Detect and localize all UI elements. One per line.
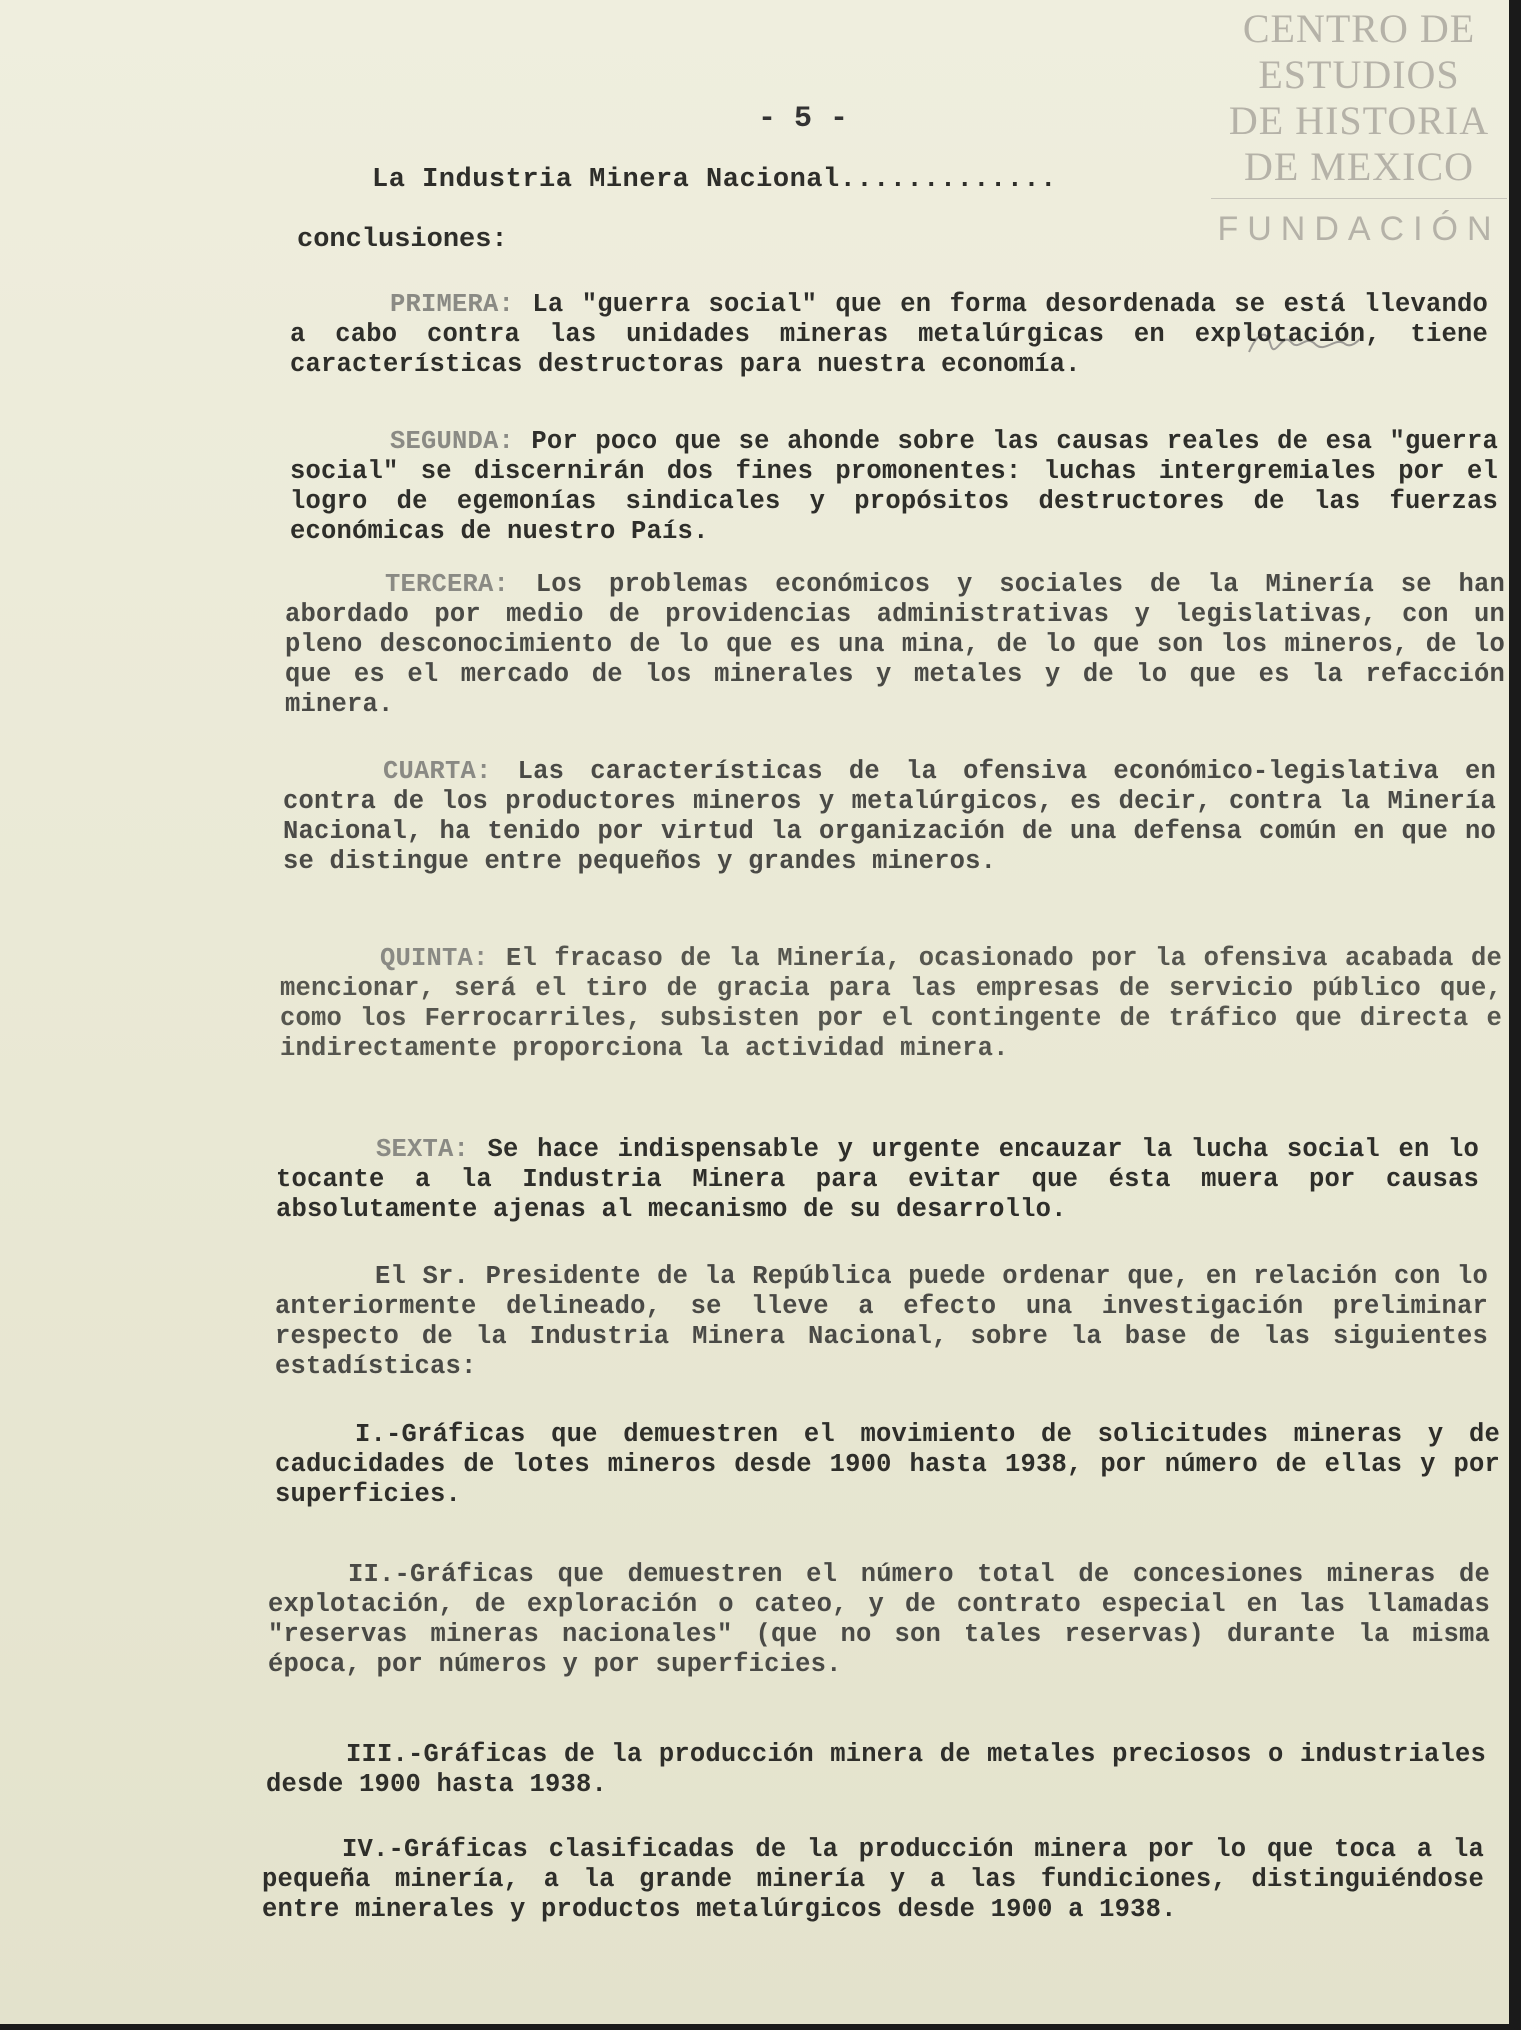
paragraph-lead: TERCERA: [385, 570, 510, 599]
paragraph-text: Por poco que se ahonde sobre las causas reales de esa "guerra social" se discernirán dos fines promonentes: luchas intergremiales por el logro de egemonías sindicales y propósitos destructores de las fuerzas económicas de nuestro País. [290, 427, 1498, 546]
paragraph-cuarta [283, 757, 1496, 877]
list-item-ii [268, 1560, 1490, 1680]
paragraph-text: Las características de la ofensiva económico-legislativa en contra de los productores mineros y metalúrgicos, es decir, contra la Minería Nacional, ha tenido por virtud la organización de una defensa común en que no se distingue entre pequeños y grandes mineros. [283, 757, 1496, 876]
watermark-line: DE HISTORIA [1228, 98, 1490, 143]
watermark-line: DE MEXICO [1243, 144, 1475, 189]
list-item-i [275, 1420, 1500, 1510]
watermark-line: CENTRO DE [1242, 6, 1476, 51]
paragraph-segunda [290, 427, 1498, 547]
paragraph-lead: SEGUNDA: [390, 427, 515, 456]
paragraph-text: Los problemas económicos y sociales de la Minería se han abordado por medio de providencias administrativas y legislativas, con un pleno desconocimiento de lo que es una mina, de lo que son los mineros, de lo que es el mercado de los minerales y metales y de lo que es la refacción minera. [285, 570, 1505, 719]
paragraph-lead: CUARTA: [383, 757, 492, 786]
section-heading: conclusiones: [297, 225, 508, 255]
paragraph-primera [290, 290, 1488, 380]
paragraph-lead: SEXTA: [376, 1135, 470, 1164]
paragraph-quinta [280, 944, 1502, 1064]
paragraph-text: Se hace indispensable y urgente encauzar la lucha social en lo tocante a la Industria Minera para evitar que ésta muera por causas absolutamente ajenas al mecanismo de su desarrollo. [276, 1135, 1479, 1224]
scan-edge-bottom [0, 2024, 1521, 2030]
scan-edge-right [1509, 0, 1521, 2030]
list-item-text: II.-Gráficas que demuestren el número total de concesiones mineras de explotación, de exploración o cateo, y de contrato especial en las llamadas "reservas mineras nacionales" (que no son tales reservas) durante la misma época, por números y por superficies. [268, 1560, 1490, 1679]
paragraph-presidente [275, 1262, 1488, 1382]
list-item-text: IV.-Gráficas clasificadas de la producción minera por lo que toca a la pequeña minería, a la grande minería y a las fundiciones, distinguiéndose entre minerales y productos metalúrgicos desde 1900 a 1938. [262, 1835, 1484, 1924]
paragraph-text: La "guerra social" que en forma desordenada se está llevando a cabo contra las unidades mineras metalúrgicas en explotación, tiene características destructoras para nuestra economía. [290, 290, 1488, 379]
paragraph-lead: QUINTA: [380, 944, 489, 973]
paragraph-lead: PRIMERA: [390, 290, 515, 319]
paragraph-tercera [285, 570, 1505, 720]
page-number: - 5 - [758, 102, 849, 136]
watermark-line: ESTUDIOS [1258, 52, 1460, 97]
list-item-iv [262, 1835, 1484, 1925]
watermark-divider [1211, 198, 1507, 199]
paragraph-text: El Sr. Presidente de la República puede ordenar que, en relación con lo anteriormente delineado, se lleve a efecto una investigación preliminar respecto de la Industria Minera Nacional, sobre la base de las siguientes estadísticas: [275, 1262, 1488, 1381]
paragraph-sexta [276, 1135, 1479, 1225]
watermark [1209, 6, 1509, 249]
paragraph-text: El fracaso de la Minería, ocasionado por la ofensiva acabada de mencionar, será el tiro de gracia para las empresas de servicio público que, como los Ferrocarriles, subsisten por el contingente de tráfico que directa e indirectamente proporciona la actividad minera. [280, 944, 1502, 1063]
list-item-text: III.-Gráficas de la producción minera de metales preciosos o industriales desde 1900 hasta 1938. [266, 1740, 1486, 1799]
document-title: La Industria Minera Nacional............. [372, 165, 1057, 195]
watermark-foundation: FUNDACIÓN [1217, 210, 1501, 248]
list-item-iii [266, 1740, 1486, 1800]
list-item-text: I.-Gráficas que demuestren el movimiento de solicitudes mineras y de caducidades de lotes mineros desde 1900 hasta 1938, por número de ellas y por superficies. [275, 1420, 1500, 1509]
